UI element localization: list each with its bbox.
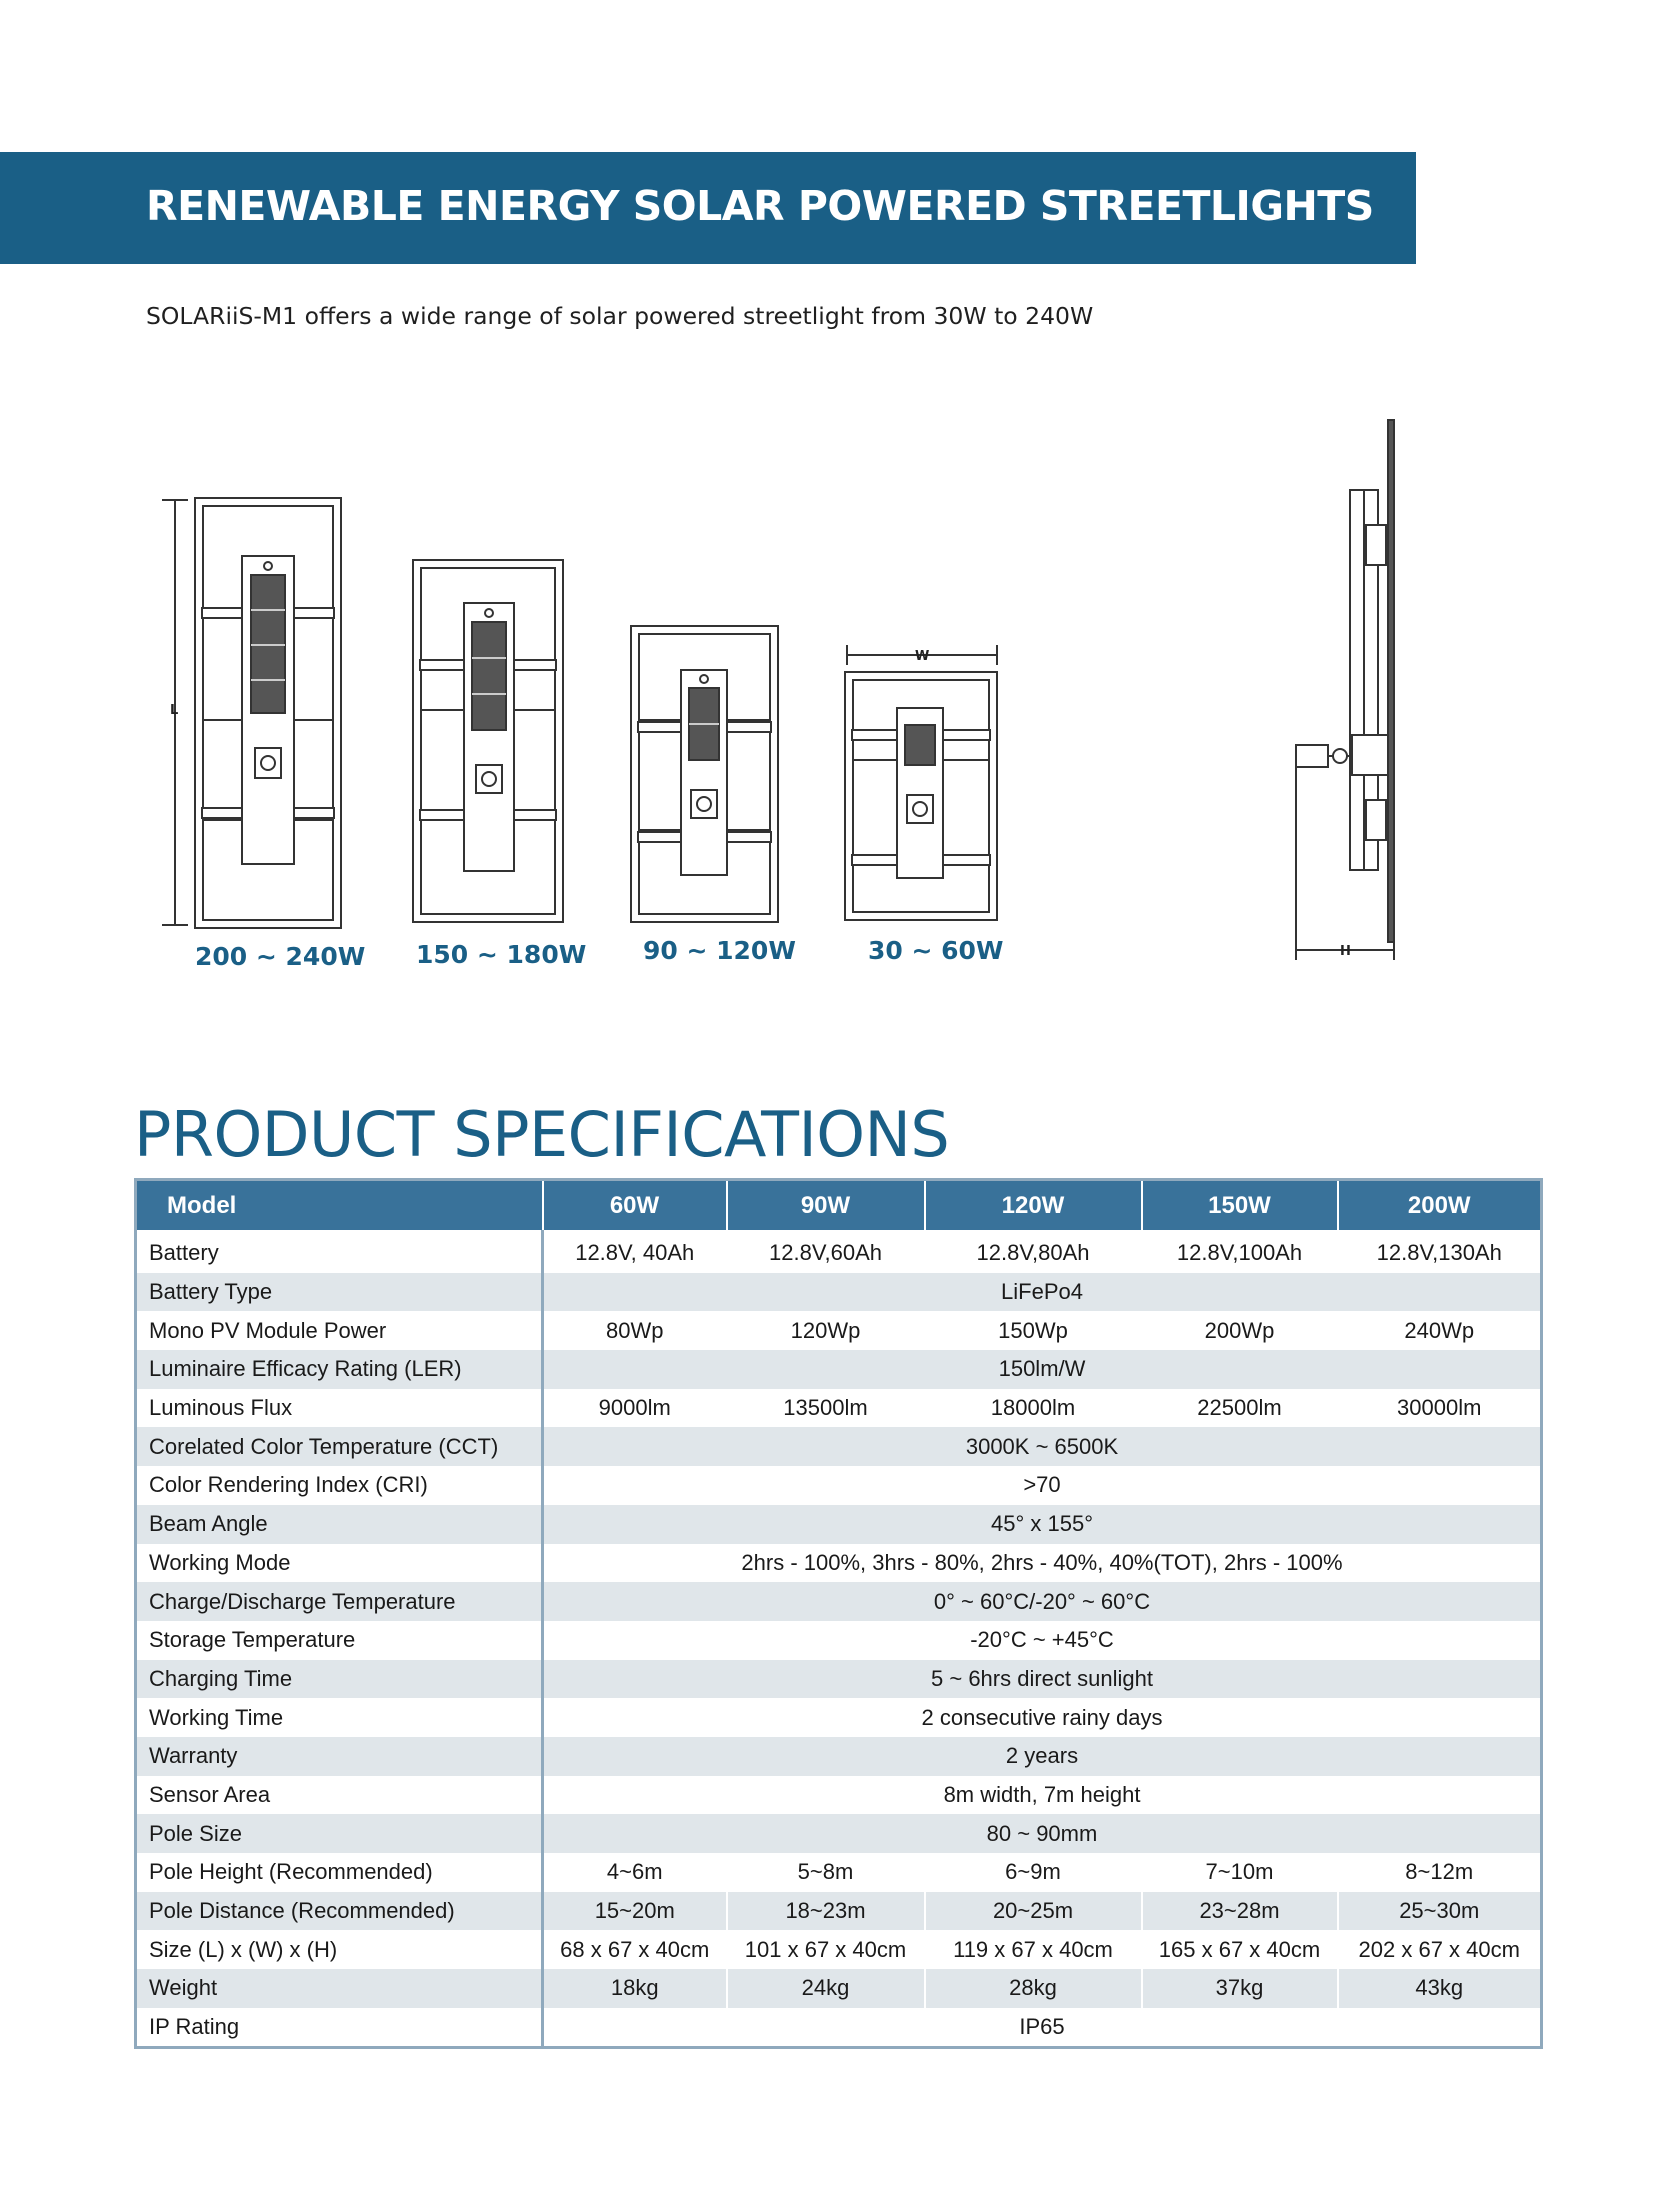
spec-value: 18kg [543, 1969, 727, 2008]
spec-value: 9000lm [543, 1389, 727, 1428]
spec-value: 18~23m [727, 1892, 925, 1931]
dim-h-label: H [1340, 944, 1351, 959]
spec-value: 15~20m [543, 1892, 727, 1931]
caption-90-120w: 90 ~ 120W [643, 936, 796, 965]
caption-30-60w: 30 ~ 60W [868, 936, 1004, 965]
spec-value-shared: IP65 [543, 2008, 1542, 2048]
streetlight-drawings [0, 400, 1654, 1000]
drawing-side-view [1296, 420, 1394, 960]
spec-value: 12.8V, 40Ah [543, 1230, 727, 1273]
spec-value-shared: 150lm/W [543, 1350, 1542, 1389]
spec-value: 200Wp [1142, 1311, 1338, 1350]
spec-row [136, 1350, 1542, 1389]
spec-value-shared: 45° x 155° [543, 1505, 1542, 1544]
spec-row [136, 1230, 1542, 1273]
spec-row [136, 1930, 1542, 1969]
banner-title: RENEWABLE ENERGY SOLAR POWERED STREETLIGHTS [146, 182, 1374, 230]
spec-value: 43kg [1338, 1969, 1542, 2008]
spec-value-shared: -20°C ~ +45°C [543, 1621, 1542, 1660]
drawing-200-240w [162, 498, 341, 928]
spec-row [136, 1814, 1542, 1853]
spec-label: Luminous Flux [136, 1389, 543, 1428]
spec-value: 12.8V,60Ah [727, 1230, 925, 1273]
spec-value-shared: 2 consecutive rainy days [543, 1698, 1542, 1737]
spec-value-shared: 2 years [543, 1737, 1542, 1776]
spec-value: 12.8V,130Ah [1338, 1230, 1542, 1273]
spec-label: Corelated Color Temperature (CCT) [136, 1427, 543, 1466]
spec-row [136, 1853, 1542, 1892]
spec-value: 22500lm [1142, 1389, 1338, 1428]
spec-value: 4~6m [543, 1853, 727, 1892]
spec-value-shared: 80 ~ 90mm [543, 1814, 1542, 1853]
specs-title: PRODUCT SPECIFICATIONS [134, 1098, 950, 1171]
spec-label: Weight [136, 1969, 543, 2008]
spec-value: 13500lm [727, 1389, 925, 1428]
spec-label: Storage Temperature [136, 1621, 543, 1660]
spec-label: Sensor Area [136, 1776, 543, 1815]
spec-label: Battery Type [136, 1273, 543, 1312]
col-120w: 120W [925, 1180, 1142, 1231]
col-60w: 60W [543, 1180, 727, 1231]
title-banner [0, 152, 1416, 264]
spec-value: 240Wp [1338, 1311, 1542, 1350]
spec-value: 37kg [1142, 1969, 1338, 2008]
spec-row [136, 1544, 1542, 1583]
spec-value: 12.8V,100Ah [1142, 1230, 1338, 1273]
spec-label: Working Time [136, 1698, 543, 1737]
specs-table [134, 1178, 1543, 2049]
spec-value: 18000lm [925, 1389, 1142, 1428]
spec-row [136, 1466, 1542, 1505]
col-200w: 200W [1338, 1180, 1542, 1231]
spec-row [136, 1698, 1542, 1737]
spec-value: 165 x 67 x 40cm [1142, 1930, 1338, 1969]
spec-label: IP Rating [136, 2008, 543, 2048]
spec-value-shared: 8m width, 7m height [543, 1776, 1542, 1815]
spec-label: Beam Angle [136, 1505, 543, 1544]
spec-row [136, 1776, 1542, 1815]
spec-row [136, 1621, 1542, 1660]
spec-row [136, 1389, 1542, 1428]
col-150w: 150W [1142, 1180, 1338, 1231]
caption-200-240w: 200 ~ 240W [195, 942, 366, 971]
spec-row [136, 1737, 1542, 1776]
product-drawings [0, 400, 1654, 1000]
spec-label: Charge/Discharge Temperature [136, 1582, 543, 1621]
col-90w: 90W [727, 1180, 925, 1231]
intro-text: SOLARiiS-M1 offers a wide range of solar powered streetlight from 30W to 240W [146, 302, 1094, 330]
spec-value: 12.8V,80Ah [925, 1230, 1142, 1273]
spec-row [136, 1969, 1542, 2008]
spec-value: 5~8m [727, 1853, 925, 1892]
spec-label: Mono PV Module Power [136, 1311, 543, 1350]
caption-150-180w: 150 ~ 180W [416, 940, 587, 969]
spec-value: 8~12m [1338, 1853, 1542, 1892]
drawing-90-120w [631, 626, 778, 922]
spec-row [136, 1311, 1542, 1350]
spec-value: 24kg [727, 1969, 925, 2008]
spec-value: 119 x 67 x 40cm [925, 1930, 1142, 1969]
col-model: Model [136, 1180, 543, 1231]
spec-row [136, 1660, 1542, 1699]
spec-value-shared: >70 [543, 1466, 1542, 1505]
spec-label: Charging Time [136, 1660, 543, 1699]
spec-value: 6~9m [925, 1853, 1142, 1892]
spec-value: 20~25m [925, 1892, 1142, 1931]
spec-value-shared: 0° ~ 60°C/-20° ~ 60°C [543, 1582, 1542, 1621]
spec-value-shared: LiFePo4 [543, 1273, 1542, 1312]
spec-value: 30000lm [1338, 1389, 1542, 1428]
dim-w-label: W [915, 649, 930, 664]
spec-value-shared: 3000K ~ 6500K [543, 1427, 1542, 1466]
spec-label: Size (L) x (W) x (H) [136, 1930, 543, 1969]
spec-label: Pole Height (Recommended) [136, 1853, 543, 1892]
spec-value: 101 x 67 x 40cm [727, 1930, 925, 1969]
spec-label: Color Rendering Index (CRI) [136, 1466, 543, 1505]
spec-row [136, 2008, 1542, 2048]
spec-row [136, 1505, 1542, 1544]
spec-label: Working Mode [136, 1544, 543, 1583]
spec-label: Pole Size [136, 1814, 543, 1853]
spec-value-shared: 5 ~ 6hrs direct sunlight [543, 1660, 1542, 1699]
spec-label: Pole Distance (Recommended) [136, 1892, 543, 1931]
drawing-150-180w [413, 560, 563, 922]
spec-row [136, 1582, 1542, 1621]
drawing-30-60w [845, 645, 997, 920]
spec-row [136, 1427, 1542, 1466]
spec-value: 7~10m [1142, 1853, 1338, 1892]
spec-label: Battery [136, 1230, 543, 1273]
specs-header-row [136, 1180, 1542, 1231]
spec-value: 150Wp [925, 1311, 1142, 1350]
spec-label: Luminaire Efficacy Rating (LER) [136, 1350, 543, 1389]
spec-value: 120Wp [727, 1311, 925, 1350]
dim-l-label: L [170, 703, 179, 718]
spec-value: 28kg [925, 1969, 1142, 2008]
spec-value: 202 x 67 x 40cm [1338, 1930, 1542, 1969]
spec-value: 23~28m [1142, 1892, 1338, 1931]
spec-row [136, 1892, 1542, 1931]
spec-value: 80Wp [543, 1311, 727, 1350]
spec-value-shared: 2hrs - 100%, 3hrs - 80%, 2hrs - 40%, 40%(TOT), 2hrs - 100% [543, 1544, 1542, 1583]
spec-label: Warranty [136, 1737, 543, 1776]
spec-value: 68 x 67 x 40cm [543, 1930, 727, 1969]
spec-row [136, 1273, 1542, 1312]
spec-value: 25~30m [1338, 1892, 1542, 1931]
